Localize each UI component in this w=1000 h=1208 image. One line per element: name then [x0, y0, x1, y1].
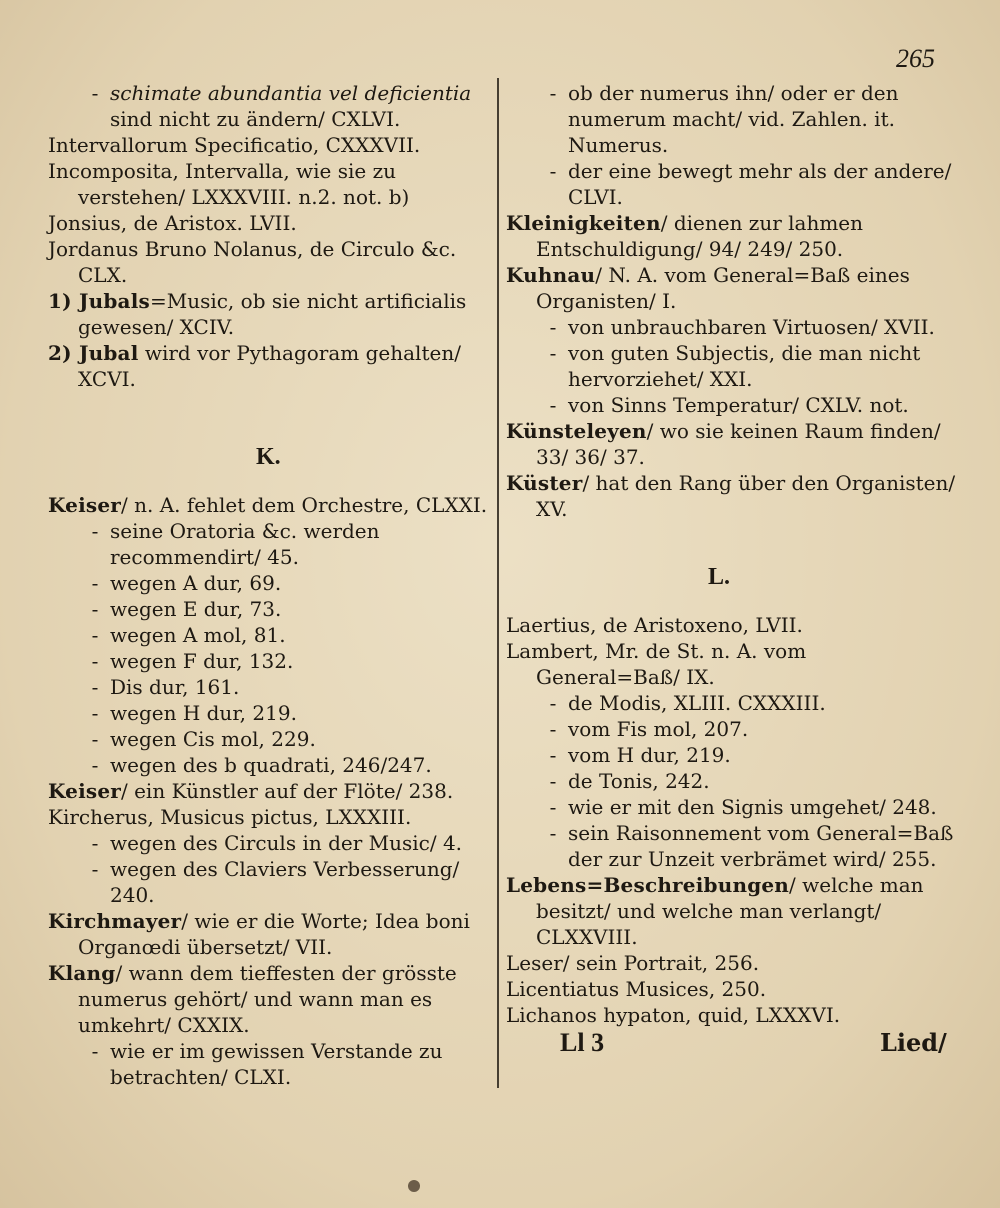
entry-keyword: Kirchmayer — [48, 909, 182, 933]
left-column-k — [48, 492, 493, 1090]
index-entry — [48, 804, 493, 830]
column-divider — [497, 78, 499, 1088]
index-subentry — [506, 158, 956, 210]
entry-text: seine Oratoria &c. werden recommendirt/ 45. — [110, 519, 380, 569]
right-column — [506, 80, 956, 522]
entry-keyword: Kleinigkeiten — [506, 211, 661, 235]
entry-keyword: Klang — [48, 961, 116, 985]
entry-text: / wie er die Worte; Idea boni Organœdi übersetzt/ VII. — [78, 909, 470, 959]
index-entry — [48, 960, 493, 1038]
index-entry — [506, 210, 956, 262]
entry-text: Lichanos hypaton, quid, LXXXVI. — [506, 1003, 841, 1027]
entry-text: der eine bewegt mehr als der andere/ CLVI. — [568, 159, 952, 209]
index-subentry — [506, 794, 956, 820]
index-subentry — [506, 340, 956, 392]
entry-dash: - — [549, 81, 557, 105]
page-number: 265 — [896, 44, 935, 73]
entry-dash: - — [91, 727, 99, 751]
entry-dash: - — [549, 315, 557, 339]
entry-text: Lambert, Mr. de St. n. A. vom General=Baß/ IX. — [506, 639, 807, 689]
entry-dash: - — [91, 857, 99, 881]
entry-dash: - — [91, 519, 99, 543]
index-subentry — [506, 768, 956, 794]
index-subentry — [48, 570, 493, 596]
entry-text: Leser/ sein Portrait, 256. — [506, 951, 760, 975]
index-entry — [506, 470, 956, 522]
entry-keyword: Keiser — [48, 779, 121, 803]
entry-text: wegen A mol, 81. — [110, 623, 286, 647]
entry-text: Intervallorum Specificatio, CXXXVII. — [48, 133, 421, 157]
index-entry — [506, 638, 956, 690]
index-entry — [48, 778, 493, 804]
entry-text: Laertius, de Aristoxeno, LVII. — [506, 613, 803, 637]
entry-keyword: Lebens=Beschreibungen — [506, 873, 790, 897]
index-entry — [506, 976, 956, 1002]
left-entries-k — [48, 492, 493, 1090]
entry-text: Jordanus Bruno Nolanus, de Circulo &c. CLX. — [48, 237, 457, 287]
entry-text: Kircherus, Musicus pictus, LXXXIII. — [48, 805, 412, 829]
entry-dash: - — [91, 1039, 99, 1063]
entry-text: vom H dur, 219. — [568, 743, 731, 767]
entry-text: wegen Cis mol, 229. — [110, 727, 316, 751]
entry-text: sind nicht zu ändern/ CXLVI. — [110, 107, 401, 131]
entry-keyword: Küster — [506, 471, 583, 495]
entry-dash: - — [549, 691, 557, 715]
section-letter-k: K. — [256, 444, 281, 470]
entry-text: Dis dur, 161. — [110, 675, 240, 699]
entry-text: Licentiatus Musices, 250. — [506, 977, 767, 1001]
entry-text: von Sinns Temperatur/ CXLV. not. — [568, 393, 909, 417]
entry-text: wegen H dur, 219. — [110, 701, 297, 725]
index-subentry — [48, 622, 493, 648]
index-subentry — [506, 392, 956, 418]
entry-dash: - — [549, 341, 557, 365]
index-subentry — [48, 856, 493, 908]
entry-keyword: Künsteleyen — [506, 419, 647, 443]
entry-dash: - — [549, 393, 557, 417]
section-letter-l: L. — [708, 564, 731, 590]
entry-text: wird vor Pythagoram gehalten/ XCVI. — [78, 341, 461, 391]
entry-dash: - — [91, 81, 99, 105]
index-subentry — [48, 1038, 493, 1090]
entry-dash: - — [91, 701, 99, 725]
index-subentry — [506, 80, 956, 158]
index-entry — [506, 950, 956, 976]
index-entry — [506, 262, 956, 314]
index-entry — [48, 132, 493, 158]
entry-dash: - — [549, 795, 557, 819]
entry-text: Jonsius, de Aristox. LVII. — [48, 211, 297, 235]
entry-text: / n. A. fehlet dem Orchestre, CLXXI. — [121, 493, 488, 517]
right-entries-top — [506, 80, 956, 522]
entry-text: wegen E dur, 73. — [110, 597, 282, 621]
index-entry — [506, 612, 956, 638]
index-entry — [506, 1002, 956, 1028]
index-entry — [48, 908, 493, 960]
entry-text: / welche man besitzt/ und welche man verlangt/ CLXXVIII. — [536, 873, 924, 949]
catchword: Lied/ — [880, 1028, 947, 1057]
index-entry — [48, 340, 493, 392]
entry-dash: - — [549, 743, 557, 767]
entry-dash: - — [91, 675, 99, 699]
entry-keyword: Keiser — [48, 493, 121, 517]
index-subentry — [48, 700, 493, 726]
entry-keyword: 1) Jubals — [48, 289, 150, 313]
entry-text: / hat den Rang über den Organisten/ XV. — [536, 471, 956, 521]
entry-dash: - — [91, 597, 99, 621]
index-entry — [48, 158, 493, 210]
entry-dash: - — [91, 831, 99, 855]
index-subentry — [48, 648, 493, 674]
entry-dash: - — [91, 571, 99, 595]
entry-text: wegen des Circuls in der Music/ 4. — [110, 831, 463, 855]
entry-text: / dienen zur lahmen Entschuldigung/ 94/ 249/ 250. — [536, 211, 864, 261]
index-subentry — [48, 596, 493, 622]
index-entry — [48, 210, 493, 236]
entry-dash: - — [91, 753, 99, 777]
index-subentry — [48, 726, 493, 752]
entry-text: / wo sie keinen Raum finden/ 33/ 36/ 37. — [536, 419, 941, 469]
index-subentry — [506, 690, 956, 716]
index-subentry — [506, 716, 956, 742]
entry-text: / N. A. vom General=Baß eines Organisten/ I. — [536, 263, 910, 313]
entry-text: ob der numerus ihn/ oder er den numerum macht/ vid. Zahlen. it. Numerus. — [568, 81, 899, 157]
left-entries-top — [48, 80, 493, 392]
entry-latin: schimate abundantia vel deficientia — [110, 81, 472, 105]
entry-keyword: Kuhnau — [506, 263, 596, 287]
index-entry — [506, 872, 956, 950]
index-subentry — [506, 742, 956, 768]
entry-text: wegen des b quadrati, 246/247. — [110, 753, 432, 777]
entry-text: wie er mit den Signis umgehet/ 248. — [568, 795, 937, 819]
entry-text: =Music, ob sie nicht artificialis gewesen/ XCIV. — [78, 289, 467, 339]
entry-keyword: 2) Jubal — [48, 341, 139, 365]
ink-blot — [408, 1180, 420, 1192]
entry-dash: - — [549, 821, 557, 845]
entry-dash: - — [549, 159, 557, 183]
index-subentry — [48, 674, 493, 700]
index-entry — [48, 236, 493, 288]
entry-text: Incomposita, Intervalla, wie sie zu verstehen/ LXXXVIII. n.2. not. b) — [48, 159, 410, 209]
entry-text: de Tonis, 242. — [568, 769, 710, 793]
entry-dash: - — [549, 769, 557, 793]
entry-text: sein Raisonnement vom General=Baß der zur Unzeit verbrämet wird/ 255. — [568, 821, 954, 871]
entry-dash: - — [91, 649, 99, 673]
index-entry — [48, 492, 493, 518]
entry-text: wie er im gewissen Verstande zu betrachten/ CLXI. — [110, 1039, 443, 1089]
signature-mark: Ll 3 — [560, 1028, 605, 1057]
entry-text: / wann dem tieffesten der grösste numerus gehört/ und wann man es umkehrt/ CXXIX. — [78, 961, 457, 1037]
entry-text: vom Fis mol, 207. — [568, 717, 749, 741]
index-entry — [506, 418, 956, 470]
right-column-l — [506, 612, 956, 1028]
entry-text: von guten Subjectis, die man nicht hervorziehet/ XXI. — [568, 341, 921, 391]
index-subentry — [48, 830, 493, 856]
index-subentry — [48, 80, 493, 132]
entry-dash: - — [549, 717, 557, 741]
index-entry — [48, 288, 493, 340]
index-subentry — [506, 820, 956, 872]
right-entries-l — [506, 612, 956, 1028]
entry-text: de Modis, XLIII. CXXXIII. — [568, 691, 826, 715]
entry-text: von unbrauchbaren Virtuosen/ XVII. — [568, 315, 935, 339]
left-column — [48, 80, 493, 392]
entry-dash: - — [91, 623, 99, 647]
entry-text: wegen A dur, 69. — [110, 571, 282, 595]
entry-text: wegen F dur, 132. — [110, 649, 294, 673]
entry-text: wegen des Claviers Verbesserung/ 240. — [110, 857, 460, 907]
index-subentry — [48, 518, 493, 570]
index-subentry — [48, 752, 493, 778]
index-subentry — [506, 314, 956, 340]
entry-text: / ein Künstler auf der Flöte/ 238. — [121, 779, 454, 803]
